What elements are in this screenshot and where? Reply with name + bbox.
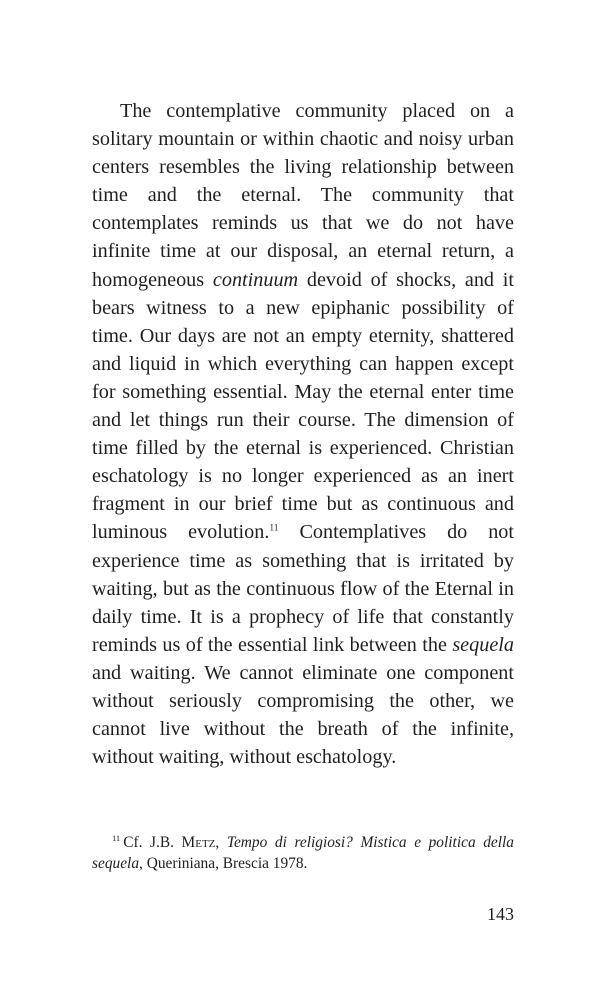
body-text-segment: Contemplatives do not experience time as something that is irritated by waiting, but as the continuous flow of the Eternal in daily time. It is a prophecy of life that constantly reminds us of the essential link between the (92, 521, 514, 656)
footnote: $^{11}$ Cf. J.B. Metz, Tempo di religiosi? Mistica e politica della sequela, Queriniana, Brescia 1978. (92, 832, 514, 872)
italic-term-continuum: continuum (212, 268, 299, 291)
body-paragraph (92, 97, 514, 771)
body-text-segment: and waiting. We cannot eliminate one component without seriously compromising the other, we cannot live without the breath of the infinite, without waiting, without eschatology. (92, 661, 514, 769)
body-text-segment: devoid of shocks, and it bears witness to a new epiphanic possibility of time. Our days are not an empty eternity, shattered and liquid in which everything can happen except for something essential. May the eternal enter time and let things run their course. The dimension of time filled by the eternal is experienced. Christian eschatology is no longer experienced as an inert fragment in our brief time but as continuous and luminous evolution. (92, 268, 514, 544)
body-text-segment: The contemplative community placed on a solitary mountain or within chaotic and noisy urban centers resembles the living relationship between time and the eternal. The community that contemplates reminds us that we do not have infinite time at our disposal, an eternal return, a homogeneous (92, 100, 514, 291)
footnote-prefix: Cf. J.B. (123, 834, 182, 851)
footnote-author: Metz (181, 834, 216, 851)
footnote-number: 11 (112, 832, 121, 843)
footnote-title: Tempo di religiosi? Mistica e politica della sequela (92, 834, 514, 872)
footnote-publisher: , Queriniana, Brescia 1978. (139, 855, 308, 872)
page-number: 143 (487, 904, 514, 924)
footnote-reference[interactable]: 11 (269, 523, 279, 534)
italic-term-sequela: sequela (452, 633, 514, 656)
